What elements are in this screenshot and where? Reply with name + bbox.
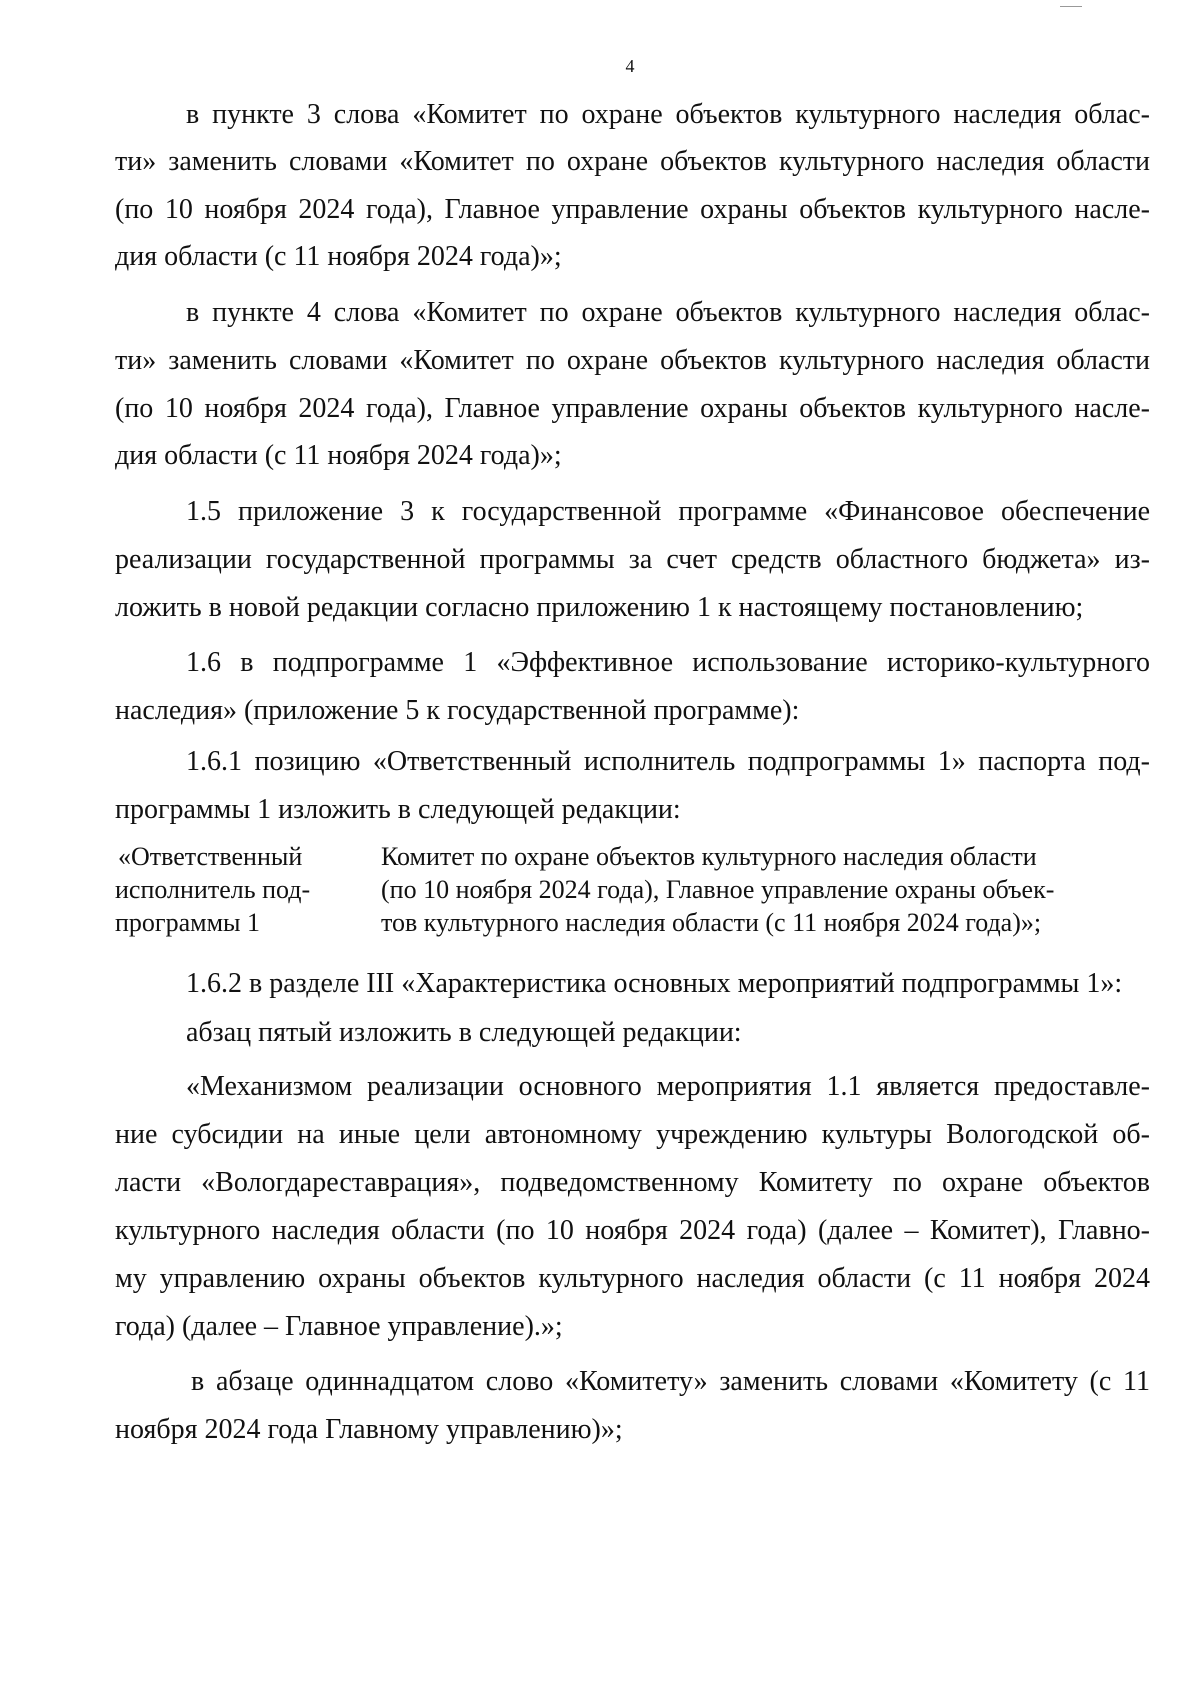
paragraph-8-line-3: ласти «Вологдареставрация», подведомственному Комитету по охране объектов — [115, 1167, 1150, 1198]
paragraph-4-line-1: 1.6 в подпрограмме 1 «Эффективное использование историко-культурного — [186, 647, 1150, 678]
paragraph-3-line-2: реализации государственной программы за счет средств областного бюджета» из- — [115, 544, 1150, 575]
passport-left-line-2: исполнитель под- — [115, 875, 311, 904]
paragraph-8-line-1: «Механизмом реализации основного мероприятия 1.1 является предоставле- — [186, 1071, 1150, 1102]
paragraph-1-line-4: дия области (с 11 ноября 2024 года)»; — [115, 241, 562, 272]
paragraph-2-line-3: (по 10 ноября 2024 года), Главное управление охраны объектов культурного насле- — [115, 393, 1150, 424]
paragraph-9-line-1: в абзаце одиннадцатом слово «Комитету» заменить словами «Комитету (с 11 — [191, 1366, 1150, 1397]
paragraph-5-line-2: программы 1 изложить в следующей редакции: — [115, 794, 681, 825]
paragraph-8-line-4: культурного наследия области (по 10 ноября 2024 года) (далее – Комитет), Главно- — [115, 1215, 1150, 1246]
paragraph-1-line-2: ти» заменить словами «Комитет по охране объектов культурного наследия области — [115, 146, 1150, 177]
paragraph-5-line-1: 1.6.1 позицию «Ответственный исполнитель подпрограммы 1» паспорта под- — [186, 746, 1150, 777]
paragraph-8-line-6: года) (далее – Главное управление).»; — [115, 1311, 563, 1342]
paragraph-6-line-1: 1.6.2 в разделе III «Характеристика основных мероприятий подпрограммы 1»: — [186, 968, 1123, 999]
page-number: 4 — [625, 56, 635, 76]
passport-right-line-1: Комитет по охране объектов культурного наследия области — [381, 842, 1037, 871]
paragraph-7-line-1: абзац пятый изложить в следующей редакции: — [186, 1017, 742, 1048]
paragraph-3-line-3: ложить в новой редакции согласно приложению 1 к настоящему постановлению; — [115, 592, 1084, 623]
paragraph-8-line-2: ние субсидии на иные цели автономному учреждению культуры Вологодской об- — [115, 1119, 1150, 1150]
paragraph-2-line-2: ти» заменить словами «Комитет по охране объектов культурного наследия области — [115, 345, 1150, 376]
passport-left-line-3: программы 1 — [115, 908, 260, 937]
paragraph-1-line-3: (по 10 ноября 2024 года), Главное управление охраны объектов культурного насле- — [115, 194, 1150, 225]
paragraph-3-line-1: 1.5 приложение 3 к государственной программе «Финансовое обеспечение — [186, 496, 1150, 527]
scan-corner-mark — [1060, 0, 1082, 7]
paragraph-2-line-4: дия области (с 11 ноября 2024 года)»; — [115, 440, 562, 471]
paragraph-4-line-2: наследия» (приложение 5 к государственной программе): — [115, 695, 800, 726]
paragraph-2-line-1: в пункте 4 слова «Комитет по охране объектов культурного наследия облас- — [186, 297, 1150, 328]
paragraph-9-line-2: ноября 2024 года Главному управлению)»; — [115, 1414, 623, 1445]
passport-left-line-1: «Ответственный — [118, 842, 303, 871]
paragraph-1-line-1: в пункте 3 слова «Комитет по охране объектов культурного наследия облас- — [186, 99, 1150, 130]
passport-right-line-2: (по 10 ноября 2024 года), Главное управление охраны объек- — [381, 875, 1055, 904]
passport-right-line-3: тов культурного наследия области (с 11 ноября 2024 года)»; — [381, 908, 1042, 937]
paragraph-8-line-5: му управлению охраны объектов культурного наследия области (с 11 ноября 2024 — [115, 1263, 1150, 1294]
